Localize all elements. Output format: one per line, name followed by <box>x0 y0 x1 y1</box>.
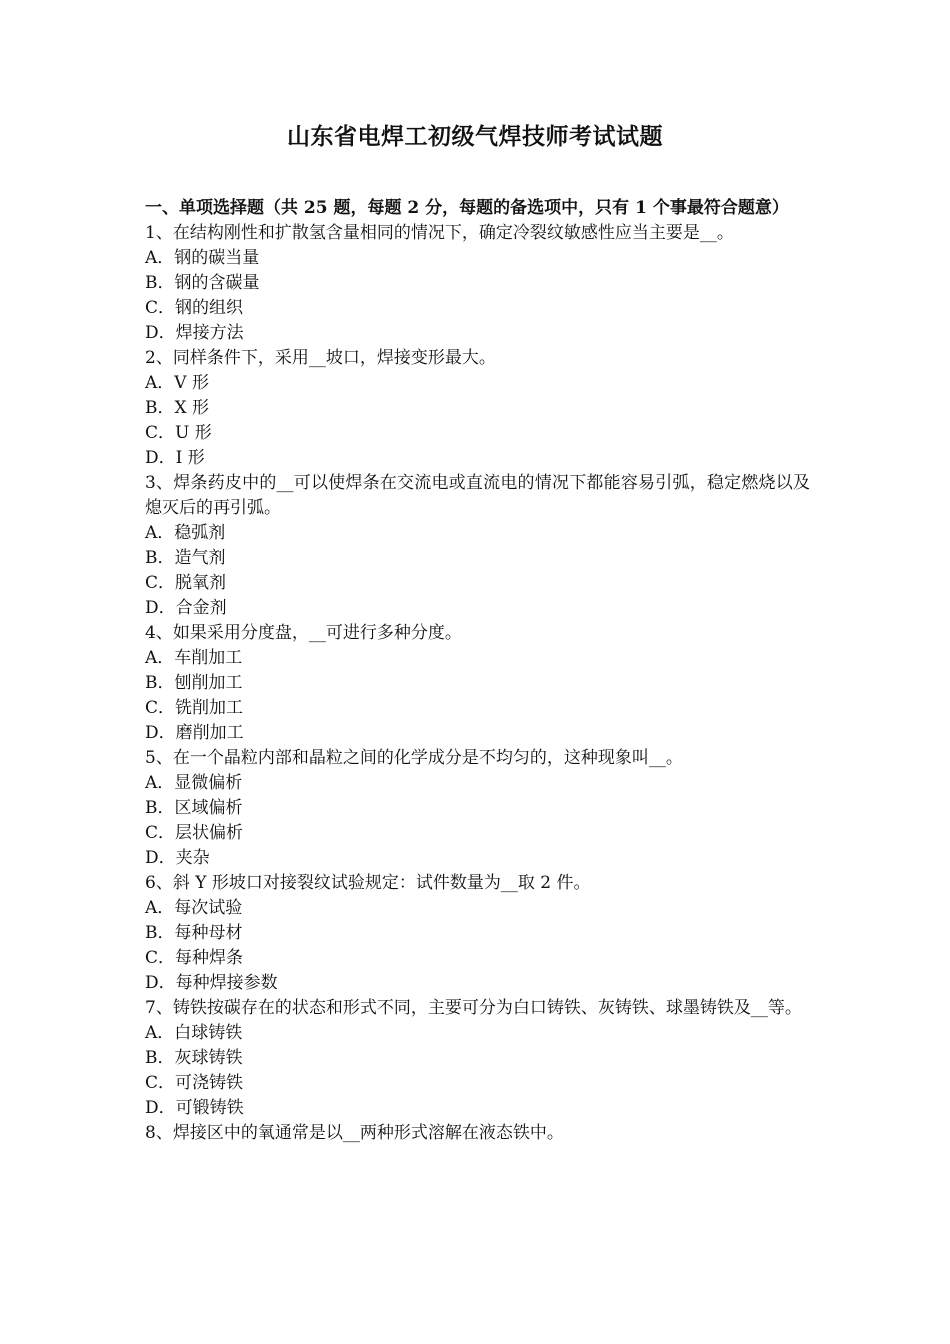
option-b: B．刨削加工 <box>145 673 243 693</box>
option-d: D．焊接方法 <box>145 323 244 343</box>
question-list <box>145 221 810 1146</box>
question-stem: 2、同样条件下，采用__坡口，焊接变形最大。 <box>145 348 496 368</box>
option-d: D．夹杂 <box>145 848 210 868</box>
section-heading: 一、单项选择题（共 25 题，每题 2 分，每题的备选项中，只有 1 个事最符合题意） <box>145 198 789 218</box>
option-c: C．可浇铸铁 <box>145 1073 244 1093</box>
option-c: C．铣削加工 <box>145 698 244 718</box>
question-stem: 1、在结构刚性和扩散氢含量相同的情况下，确定冷裂纹敏感性应当主要是__。 <box>145 223 734 243</box>
option-b: B．造气剂 <box>145 548 226 568</box>
option-a: A．白球铸铁 <box>145 1023 243 1043</box>
option-d: D．每种焊接参数 <box>145 973 278 993</box>
option-a: A．稳弧剂 <box>145 523 226 543</box>
question-stem: 8、焊接区中的氧通常是以__两种形式溶解在液态铁中。 <box>145 1123 564 1143</box>
option-c: C．脱氧剂 <box>145 573 227 593</box>
question-2 <box>145 346 810 471</box>
option-a: A．V 形 <box>145 373 209 393</box>
question-4 <box>145 621 810 746</box>
option-a: A．显微偏析 <box>145 773 243 793</box>
question-stem: 3、焊条药皮中的__可以使焊条在交流电或直流电的情况下都能容易引弧，稳定燃烧以及熄灭后的再引弧。 <box>145 473 810 518</box>
question-1 <box>145 221 810 346</box>
question-stem: 4、如果采用分度盘，__可进行多种分度。 <box>145 623 462 643</box>
option-b: B．灰球铸铁 <box>145 1048 243 1068</box>
option-c: C．钢的组织 <box>145 298 244 318</box>
option-b: B．每种母材 <box>145 923 243 943</box>
option-c: C．每种焊条 <box>145 948 244 968</box>
option-c: C．U 形 <box>145 423 212 443</box>
question-3 <box>145 471 810 621</box>
document-body <box>145 196 810 1146</box>
question-5 <box>145 746 810 871</box>
question-stem: 5、在一个晶粒内部和晶粒之间的化学成分是不均匀的，这种现象叫__。 <box>145 748 683 768</box>
question-stem: 7、铸铁按碳存在的状态和形式不同，主要可分为白口铸铁、灰铸铁、球墨铸铁及__等。 <box>145 998 802 1018</box>
option-a: A．车削加工 <box>145 648 243 668</box>
question-stem: 6、斜 Y 形坡口对接裂纹试验规定：试件数量为__取 2 件。 <box>145 873 591 893</box>
question-8 <box>145 1121 810 1146</box>
question-7 <box>145 996 810 1121</box>
option-b: B．钢的含碳量 <box>145 273 260 293</box>
option-a: A．钢的碳当量 <box>145 248 260 268</box>
option-b: B．区域偏析 <box>145 798 243 818</box>
option-d: D．I 形 <box>145 448 205 468</box>
option-d: D．可锻铸铁 <box>145 1098 244 1118</box>
page-title: 山东省电焊工初级气焊技师考试试题 <box>287 123 663 150</box>
option-b: B．X 形 <box>145 398 209 418</box>
option-c: C．层状偏析 <box>145 823 244 843</box>
question-6 <box>145 871 810 996</box>
option-d: D．合金剂 <box>145 598 227 618</box>
option-d: D．磨削加工 <box>145 723 244 743</box>
option-a: A．每次试验 <box>145 898 243 918</box>
